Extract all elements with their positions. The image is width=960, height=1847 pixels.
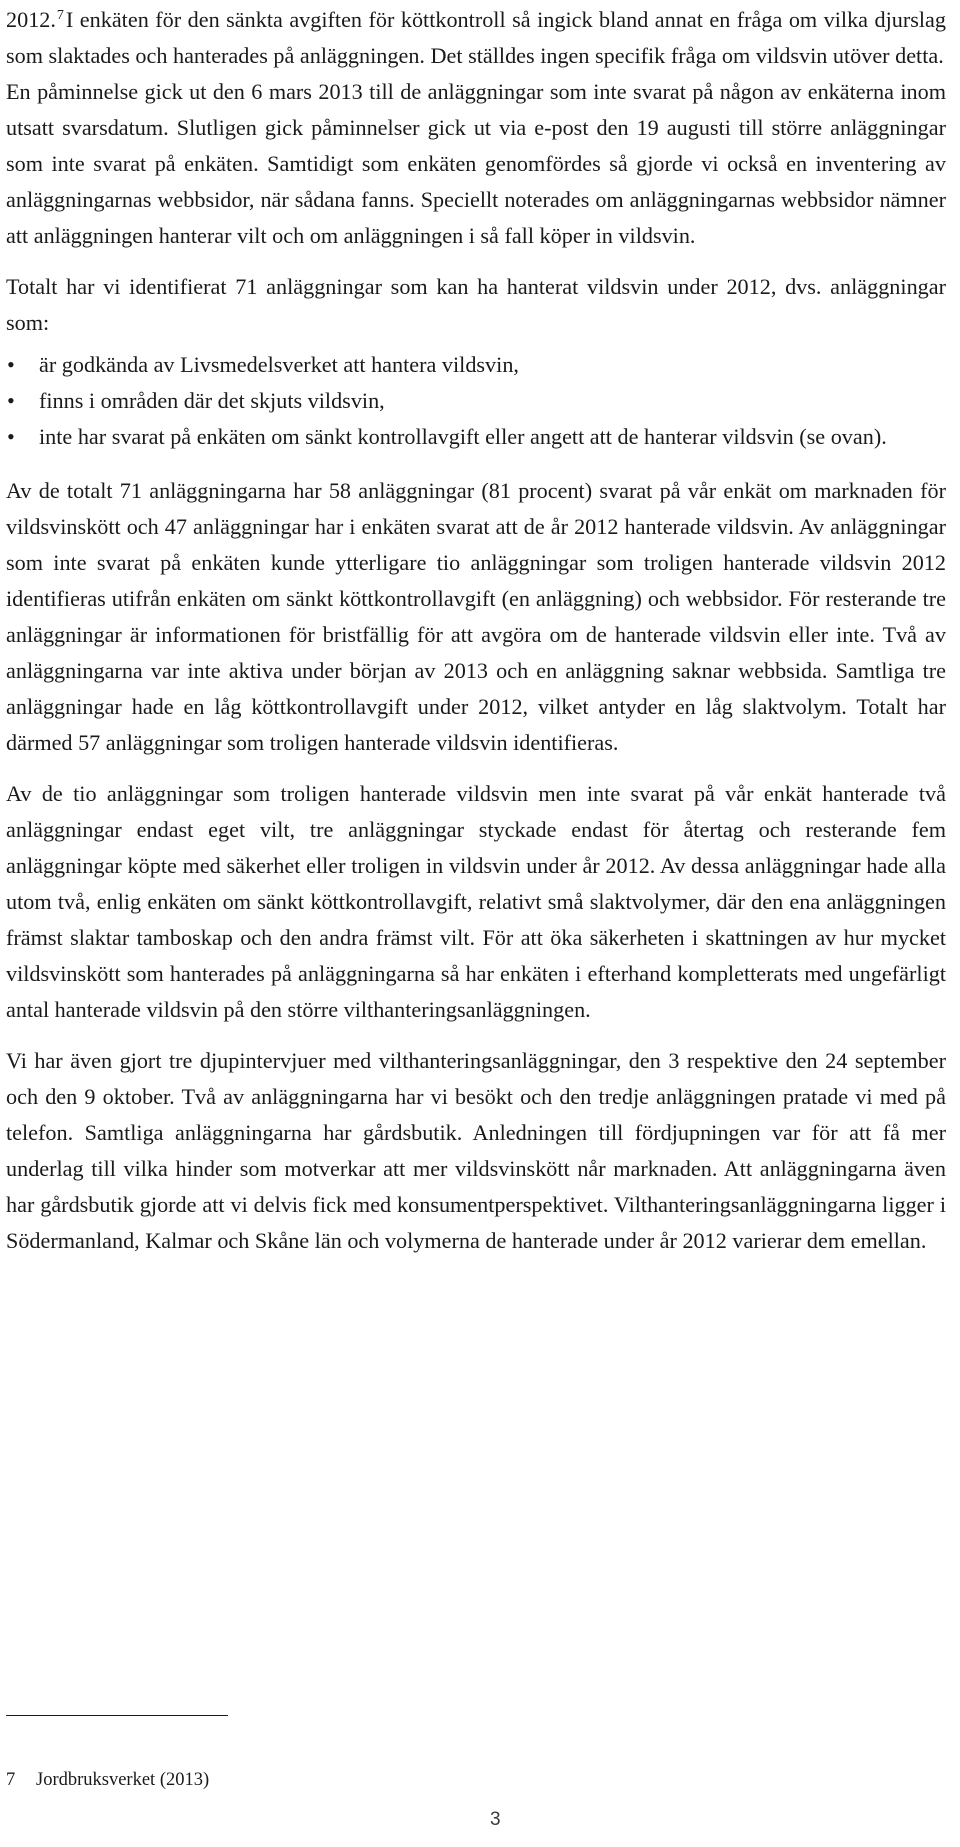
page-number: 3 — [490, 1809, 501, 1830]
paragraph-djupintervjuer: Vi har även gjort tre djupintervjuer med vilthanteringsanläggningar, den 3 respektive den 24 september och den 9 oktober. Två av anläggningarna har vi besökt och den tredje anläggningen pratade vi med på telefon. Samtliga anläggningarna har gårdsbutik. Anledningen till fördjupningen var för att få mer underlag till vilka hinder som motverkar att mer vildsvinskött når marknaden. Att anläggningarna även har gårdsbutik gjorde att vi delvis fick med konsumentperspektivet. Vilthanteringsanläggningarna ligger i Södermanland, Kalmar och Skåne län och volymerna de hanterade under år 2012 varierar dem emellan. — [6, 1048, 946, 1253]
body-text — [6, 2, 946, 1274]
paragraph-continuation-text: I enkäten för den sänkta avgiften för köttkontroll så ingick bland annat en fråga om vilka djurslag som slaktades och hanterades på anläggningen. Det ställdes ingen specifik fråga om vildsvin utöver detta. — [6, 7, 946, 68]
bullet-icon: • — [7, 388, 15, 413]
footnote-divider — [6, 1715, 228, 1716]
footnote-reference[interactable]: 7 — [56, 7, 64, 23]
list-item — [6, 419, 946, 455]
list-item — [6, 347, 946, 383]
bullet-icon: • — [7, 352, 15, 377]
list-item-text: finns i områden där det skjuts vildsvin, — [39, 388, 385, 413]
paragraph-lead-text: 2012. — [6, 7, 56, 32]
bullet-icon: • — [7, 424, 15, 449]
paragraph-enkat-intro — [6, 2, 946, 74]
paragraph-totalt-identifierat: Totalt har vi identifierat 71 anläggningar som kan ha hanterat vildsvin under 2012, dvs. anläggningar som: — [6, 274, 946, 335]
criteria-list — [6, 347, 946, 455]
list-item-text: är godkända av Livsmedelsverket att hantera vildsvin, — [39, 352, 519, 377]
footnote-number: 7 — [6, 1770, 16, 1790]
footnote-text: Jordbruksverket (2013) — [36, 1770, 210, 1790]
footnote — [6, 1768, 209, 1792]
list-item-text: inte har svarat på enkäten om sänkt kontrollavgift eller angett att de hanterar vildsvin (se ovan). — [39, 424, 887, 449]
paragraph-paminnelse: En påminnelse gick ut den 6 mars 2013 till de anläggningar som inte svarat på någon av enkäterna inom utsatt svarsdatum. Slutligen gick påminnelser gick ut via e-post den 19 augusti till större anläggningar som inte svarat på enkäten. Samtidigt som enkäten genomfördes så gjorde vi också en inventering av anläggningarnas webbsidor, när sådana fanns. Speciellt noterades om anläggningarnas webbsidor nämner att anläggningen hanterar vilt och om anläggningen i så fall köper in vildsvin. — [6, 79, 946, 248]
paragraph-resultat: Av de totalt 71 anläggningarna har 58 anläggningar (81 procent) svarat på vår enkät om marknaden för vildsvinskött och 47 anläggningar har i enkäten svarat att de år 2012 hanterade vildsvin. Av anläggningar som inte svarat på enkäten kunde ytterligare tio anläggningar som troligen hanterade vildsvin 2012 identifieras utifrån enkäten om sänkt köttkontrollavgift (en anläggning) och webbsidor. För resterande tre anläggningar är informationen för bristfällig för att avgöra om de hanterade vildsvin eller inte. Två av anläggningarna var inte aktiva under början av 2013 och en anläggning saknar webbsida. Samtliga tre anläggningar hade en låg köttkontrollavgift under 2012, vilket antyder en låg slaktvolym. Totalt har därmed 57 anläggningar som troligen hanterade vildsvin identifieras. — [6, 478, 946, 755]
paragraph-tio-anlaggningar: Av de tio anläggningar som troligen hanterade vildsvin men inte svarat på vår enkät hanterade två anläggningar endast eget vilt, tre anläggningar styckade endast för återtag och resterande fem anläggningar köpte med säkerhet eller troligen in vildsvin under år 2012. Av dessa anläggningar hade alla utom två, enlig enkäten om sänkt köttkontrollavgift, relativt små slaktvolymer, där den ena anläggningen främst slaktar tamboskap och den andra främst vilt. För att öka säkerheten i skattningen av hur mycket vildsvinskött som hanterades på anläggningarna så har enkäten i efterhand kompletterats med ungefärligt antal hanterade vildsvin på den större vilthanteringsanläggningen. — [6, 781, 946, 1022]
list-item — [6, 383, 946, 419]
